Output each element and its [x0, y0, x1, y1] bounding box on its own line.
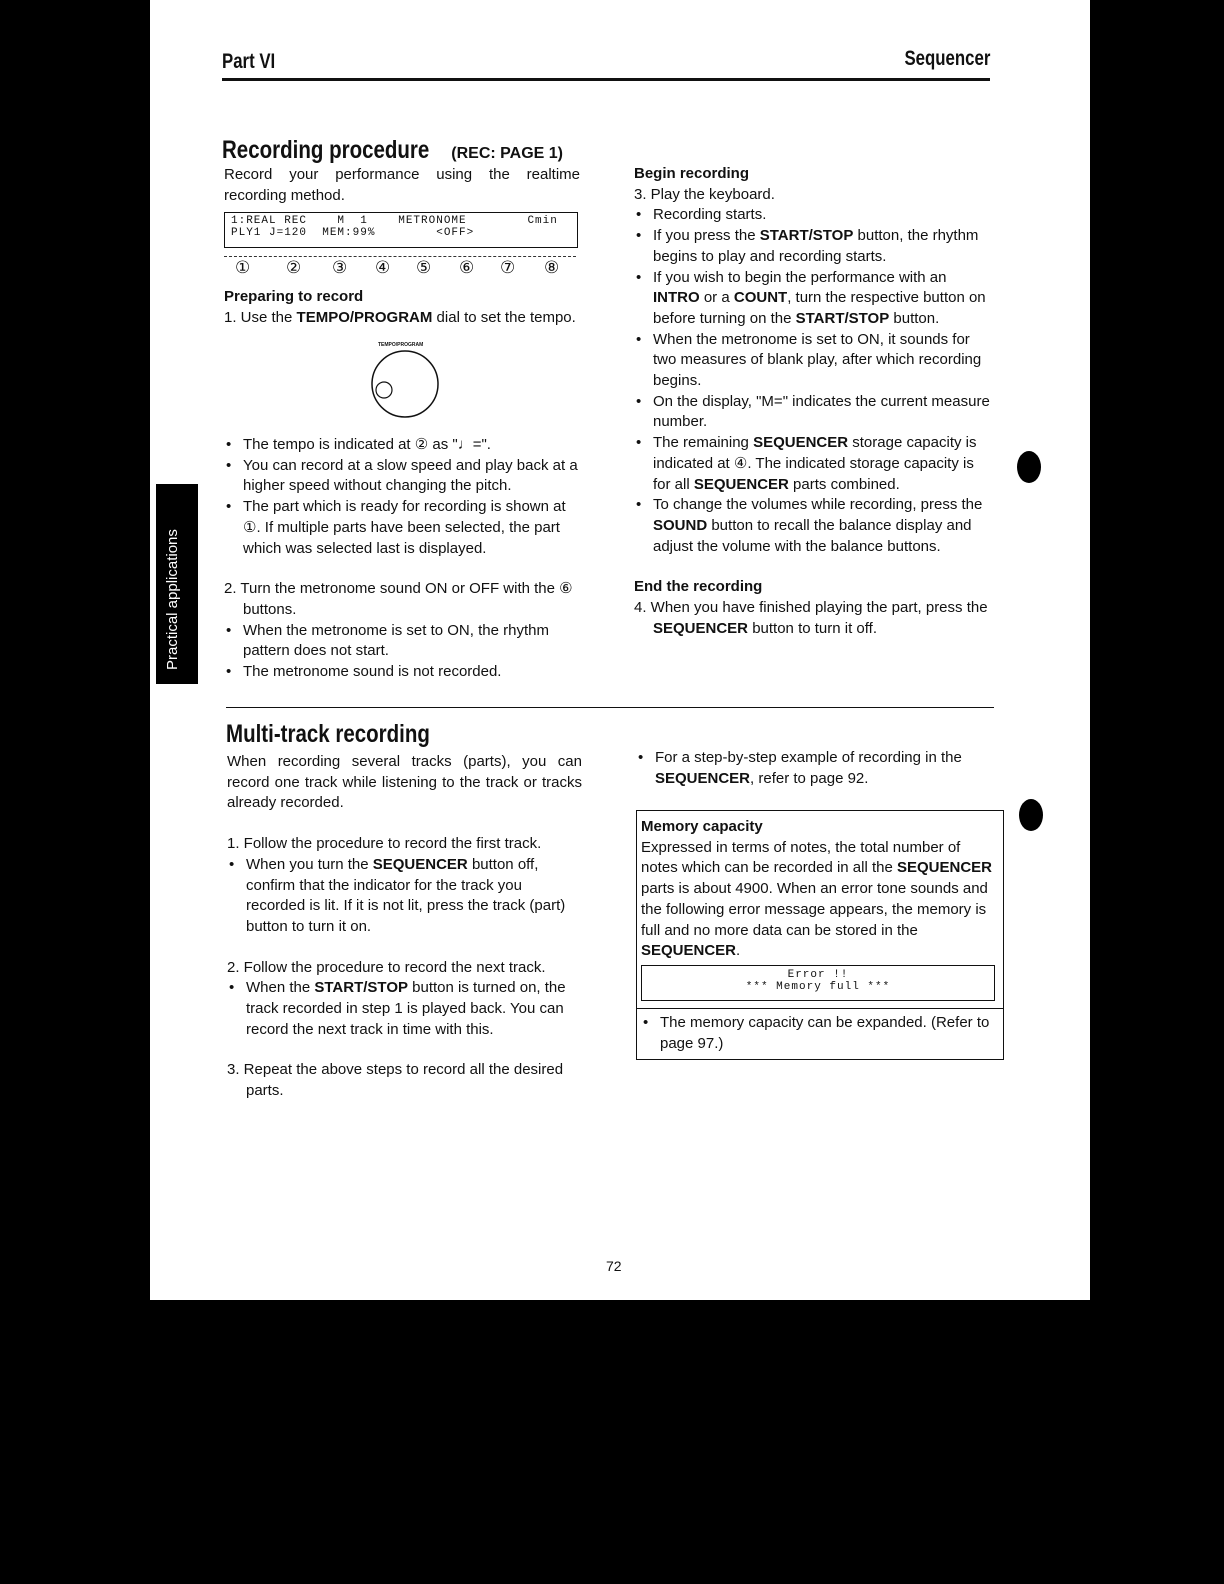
callout-3: ③	[332, 258, 348, 277]
section-subtitle: (REC: PAGE 1)	[451, 145, 563, 162]
step-4: 4. When you have finished playing the part, press the SEQUENCER button to turn it off.	[634, 599, 988, 637]
section-title-multitrack: Multi-track recording	[226, 720, 430, 748]
header-part: Part VI	[222, 50, 276, 73]
bullet-part-ready: • The part which is ready for recording is shown at ①. If multiple parts have been selected, the part which was selected last is displayed.	[224, 497, 580, 559]
callout-4: ④	[375, 258, 391, 277]
page-number: 72	[606, 1258, 622, 1274]
bullet-storage-capacity: • The remaining SEQUENCER storage capacity is indicated at ④. The indicated storage capacity is for all SEQUENCER parts combined.	[634, 433, 992, 495]
callout-5: ⑤	[416, 258, 432, 277]
memory-note-wrap	[641, 1013, 999, 1054]
memory-heading: Memory capacity	[641, 818, 763, 835]
memory-body: Expressed in terms of notes, the total number of notes which can be recorded in all the SEQUENCER parts is about 4900. When an error tone sounds and the following error message appears, the memory is full and no more data can be stored in the SEQUENCER.	[641, 838, 993, 960]
mt-step-3: 3. Repeat the above steps to record all the desired parts.	[227, 1061, 564, 1100]
bullet-metronome-not-recorded: • The metronome sound is not recorded.	[224, 662, 580, 683]
mt-step-2: 2. Follow the procedure to record the next track.	[227, 958, 546, 976]
prep-heading: Preparing to record	[224, 288, 364, 305]
callout-7: ⑦	[500, 258, 516, 277]
recording-left-column	[224, 165, 580, 206]
intro-text: Record your performance using the realtime recording method.	[224, 166, 580, 204]
step-1: 1. Use the TEMPO/PROGRAM dial to set the tempo.	[224, 308, 576, 326]
bullet-intro-count: • If you wish to begin the performance with an INTRO or a COUNT, turn the respective button on before turning on the START/STOP button.	[634, 268, 992, 330]
bullet-tempo: • The tempo is indicated at ② as "♩=".	[224, 435, 580, 456]
error-line-1: Error !!	[787, 969, 849, 981]
multitrack-left-column	[227, 752, 582, 1102]
bullet-recording-starts: • Recording starts.	[634, 205, 992, 226]
section-divider	[226, 707, 994, 708]
bullet-slow-speed: • You can record at a slow speed and play back at a higher speed without changing the pitch.	[224, 456, 580, 497]
prep-block	[224, 287, 580, 328]
header-rule	[222, 78, 990, 81]
mt-step-1: 1. Follow the procedure to record the first track.	[227, 835, 542, 853]
mt-bullet-example: • For a step-by-step example of recording in the SEQUENCER, refer to page 92.	[636, 748, 996, 789]
spacer	[227, 1040, 582, 1060]
spacer	[634, 557, 992, 577]
memory-note: • The memory capacity can be expanded. (Refer to page 97.)	[641, 1013, 999, 1054]
tempo-dial-icon	[368, 350, 442, 418]
bullet-metronome-measures: • When the metronome is set to ON, it sounds for two measures of blank play, after which recording begins.	[634, 330, 992, 392]
callout-8: ⑧	[544, 258, 560, 277]
prep-bullets	[224, 435, 580, 683]
margin-dot	[1017, 451, 1041, 483]
callout-6: ⑥	[459, 258, 475, 277]
lcd-line-2: PLY1 J=120 MEM:99% <OFF>	[231, 227, 475, 239]
multitrack-right-column	[636, 748, 996, 789]
multitrack-intro: When recording several tracks (parts), you can record one track while listening to the track or tracks already recorded.	[227, 753, 582, 812]
dial-label: TEMPO/PROGRAM	[378, 342, 424, 348]
bullet-start-stop: • If you press the START/STOP button, the rhythm begins to play and recording starts.	[634, 226, 992, 267]
step-2: 2. Turn the metronome sound ON or OFF with the ⑥ buttons.	[224, 580, 573, 618]
spacer	[224, 559, 580, 579]
manual-page	[150, 0, 1090, 1300]
step-3: 3. Play the keyboard.	[634, 185, 775, 203]
memory-text	[641, 817, 999, 962]
memory-rule	[637, 1008, 1003, 1009]
lcd-display	[224, 212, 578, 248]
lcd-line-1: 1:REAL REC M 1 METRONOME Cmin	[231, 215, 558, 227]
error-lcd	[641, 965, 995, 1001]
header-chapter: Sequencer	[904, 47, 990, 70]
callout-rule	[224, 256, 576, 258]
side-tab-label: Practical applications	[164, 529, 181, 670]
mt-bullet-sequencer-off: • When you turn the SEQUENCER button off, confirm that the indicator for the track you recorded is lit. If it is not lit, press the track (part) button to turn it on.	[227, 855, 582, 938]
bullet-measure-number: • On the display, "M=" indicates the current measure number.	[634, 392, 992, 433]
callout-2: ②	[286, 258, 302, 277]
section-title-recording: Recording procedure (REC: PAGE 1)	[222, 136, 563, 164]
margin-dot	[1019, 799, 1043, 831]
spacer	[227, 814, 582, 834]
memory-capacity-box	[636, 810, 1004, 1060]
end-heading: End the recording	[634, 578, 763, 596]
begin-heading: Begin recording	[634, 165, 750, 182]
recording-right-column	[634, 164, 992, 639]
callout-1: ①	[235, 258, 251, 277]
error-line-2: *** Memory full ***	[745, 981, 891, 993]
bullet-metronome-on: • When the metronome is set to ON, the rhythm pattern does not start.	[224, 621, 580, 662]
mt-bullet-start-stop: • When the START/STOP button is turned on, the track recorded in step 1 is played back. You can record the next track in time with this.	[227, 978, 582, 1040]
bullet-volumes: • To change the volumes while recording, press the SOUND button to recall the balance display and adjust the volume with the balance buttons.	[634, 495, 992, 557]
spacer	[227, 938, 582, 958]
